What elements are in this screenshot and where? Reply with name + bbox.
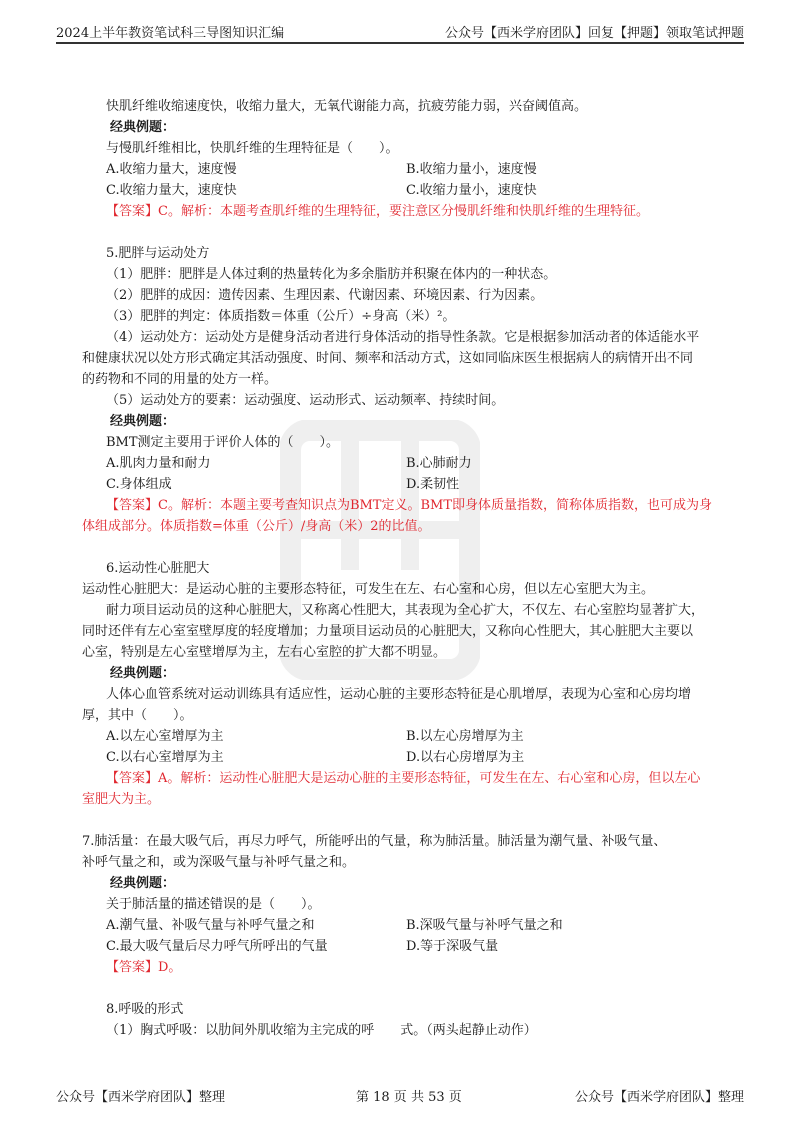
option: B.以左心房增厚为主 <box>406 729 524 744</box>
option: A.以左心室增厚为主 <box>106 729 224 744</box>
answer-continued: 室肥大为主。 <box>82 792 161 807</box>
option-row <box>106 936 730 957</box>
option: C.身体组成 <box>106 477 172 492</box>
answer: 【答案】C。解析：本题主要考查知识点为BMT定义。BMT即身体质量指数，简称体质指数，也可成为身 <box>106 498 713 513</box>
list-item: （2）肥胖的成因：遗传因素、生理因素、代谢因素、环境因素、行为因素。 <box>106 288 544 303</box>
section-title: 8.呼吸的形式 <box>106 1002 184 1017</box>
option: D.等于深吸气量 <box>406 939 499 954</box>
example-label: 经典例题： <box>110 666 176 681</box>
option-row <box>106 159 730 180</box>
page-content <box>82 96 730 1041</box>
option: B.收缩力量小，速度慢 <box>406 162 537 177</box>
answer-continued: 体组成部分。体质指数=体重（公斤）/身高（米）2的比值。 <box>82 519 431 534</box>
page-footer <box>56 1086 744 1106</box>
example-label: 经典例题： <box>110 414 176 429</box>
option: A.收缩力量大，速度慢 <box>106 162 237 177</box>
paragraph: 运动性心脏肥大：是运动心脏的主要形态特征，可发生在左、右心室和心房，但以左心室肥大为主。 <box>82 582 655 597</box>
answer: 【答案】D。 <box>106 960 182 975</box>
option: D.以右心房增厚为主 <box>406 750 525 765</box>
paragraph-continued: 同时还伴有左心室室壁厚度的轻度增加；力量项目运动员的心脏肥大，又称向心性肥大，其心脏肥大主要以 <box>82 624 694 639</box>
fiber-description: 快肌纤维收缩速度快，收缩力量大，无氧代谢能力高，抗疲劳能力弱，兴奋阈值高。 <box>106 99 588 114</box>
paragraph: 耐力项目运动员的这种心脏肥大，又称离心性肥大，其表现为全心扩大，不仅左、右心室腔均显著扩大， <box>106 603 705 618</box>
option: C.以右心室增厚为主 <box>106 750 224 765</box>
option: B.心肺耐力 <box>406 456 472 471</box>
option: C.收缩力量大，速度快 <box>106 183 237 198</box>
header-promo: 公众号【西米学府团队】回复【押题】领取笔试押题 <box>444 26 744 41</box>
answer: 【答案】A。解析：运动性心脏肥大是运动心脏的主要形态特征，可发生在左、右心室和心房，但以左心 <box>106 771 701 786</box>
option: D.柔韧性 <box>406 477 460 492</box>
page-header <box>56 18 744 44</box>
list-item: （3）肥胖的判定：体质指数＝体重（公斤）÷身高（米）²。 <box>106 309 456 324</box>
paragraph: 7.肺活量：在最大吸气后，再尽力呼气，所能呼出的气量，称为肺活量。肺活量为潮气量、补吸气量、 <box>82 834 667 849</box>
question: BMT测定主要用于评价人体的（ ）。 <box>106 435 340 450</box>
question-continued: 厚，其中（ ）。 <box>82 708 193 723</box>
list-item: （1）胸式呼吸：以肋间外肌收缩为主完成的呼 式。（两头起静止动作） <box>106 1023 537 1038</box>
option-row <box>106 453 730 474</box>
option-row <box>106 747 730 768</box>
paragraph-continued: 心室，特别是左心室壁增厚为主，左右心室腔的扩大都不明显。 <box>82 645 447 660</box>
option: A.潮气量、补吸气量与补呼气量之和 <box>106 918 315 933</box>
question: 关于肺活量的描述错误的是（ ）。 <box>106 897 321 912</box>
question: 人体心血管系统对运动训练具有适应性，运动心脏的主要形态特征是心肌增厚，表现为心室和心房均增 <box>106 687 692 702</box>
section-title: 6.运动性心脏肥大 <box>106 561 210 576</box>
option: A.肌肉力量和耐力 <box>106 456 211 471</box>
option: C.最大吸气量后尽力呼气所呼出的气量 <box>106 939 328 954</box>
list-item-continued: 和健康状况以处方形式确定其活动强度、时间、频率和活动方式，这如同临床医生根据病人的病情开出不同 <box>82 351 694 366</box>
option-row <box>106 915 730 936</box>
example-label: 经典例题： <box>110 876 176 891</box>
answer: 【答案】C。解析：本题考查肌纤维的生理特征，要注意区分慢肌纤维和快肌纤维的生理特征。 <box>106 204 649 219</box>
option: C.收缩力量小，速度快 <box>406 183 537 198</box>
question: 与慢肌纤维相比，快肌纤维的生理特征是（ ）。 <box>106 141 399 156</box>
option-row <box>106 474 730 495</box>
list-item: （1）肥胖：肥胖是人体过剩的热量转化为多余脂肪并积聚在体内的一种状态。 <box>106 267 557 282</box>
paragraph-continued: 补呼气量之和，或为深吸气量与补呼气量之和。 <box>82 855 356 870</box>
section-title: 5.肥胖与运动处方 <box>106 246 210 261</box>
list-item-continued: 的药物和不同的用量的处方一样。 <box>82 372 278 387</box>
option-row <box>106 726 730 747</box>
footer-right: 公众号【西米学府团队】整理 <box>574 1090 744 1105</box>
option: B.深吸气量与补呼气量之和 <box>406 918 563 933</box>
header-title: 2024上半年教资笔试科三导图知识汇编 <box>56 26 285 41</box>
footer-left: 公众号【西米学府团队】整理 <box>56 1090 226 1105</box>
list-item: （5）运动处方的要素：运动强度、运动形式、运动频率、持续时间。 <box>106 393 505 408</box>
example-label: 经典例题： <box>110 120 176 135</box>
page-number: 第 18 页 共 53 页 <box>356 1090 462 1105</box>
list-item: （4）运动处方：运动处方是健身活动者进行身体活动的指导性条款。它是根据参加活动者的体适能水平 <box>106 330 700 345</box>
option-row <box>106 180 730 201</box>
